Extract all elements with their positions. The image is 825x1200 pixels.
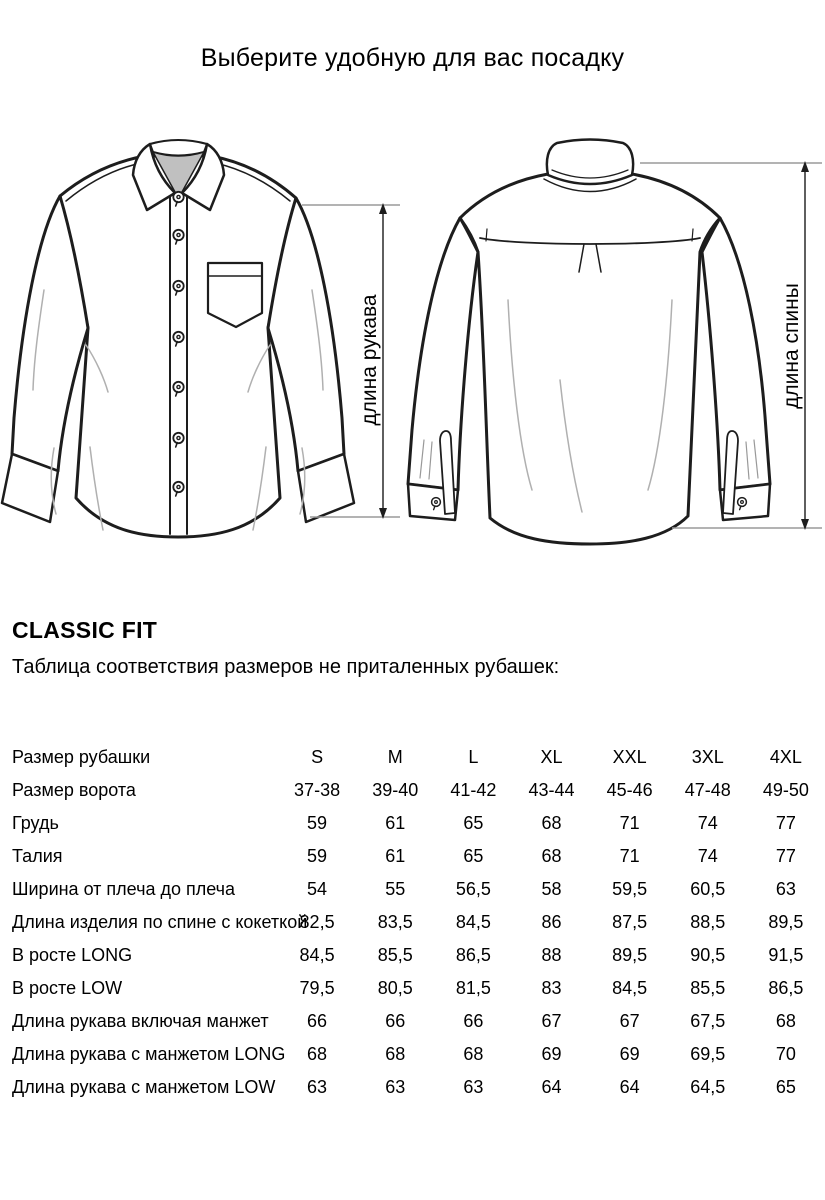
row-label: Размер ворота bbox=[12, 780, 136, 800]
cell-value: 77 bbox=[775, 813, 796, 833]
cell-value: 45-46 bbox=[606, 780, 653, 800]
cell-value: 63 bbox=[307, 1077, 328, 1097]
cell-value: 86 bbox=[541, 912, 562, 932]
cell-value: 65 bbox=[775, 1077, 796, 1097]
size-col-header: XXL bbox=[612, 747, 647, 767]
cell-value: 41-42 bbox=[450, 780, 497, 800]
row-label: Длина рукава с манжетом LOW bbox=[12, 1077, 276, 1097]
cell-value: 86,5 bbox=[768, 978, 804, 998]
cell-value: 68 bbox=[307, 1044, 328, 1064]
size-col-header: 4XL bbox=[769, 747, 802, 767]
cell-value: 68 bbox=[775, 1011, 796, 1031]
row-label: Длина рукава включая манжет bbox=[12, 1011, 269, 1031]
cell-value: 58 bbox=[541, 879, 562, 899]
row-label: Грудь bbox=[12, 813, 59, 833]
cell-value: 89,5 bbox=[612, 945, 648, 965]
cell-value: 71 bbox=[619, 813, 640, 833]
cell-value: 88 bbox=[541, 945, 562, 965]
row-label: Длина рукава с манжетом LONG bbox=[12, 1044, 286, 1064]
back-length-label: длина спины bbox=[780, 283, 803, 409]
cell-value: 84,5 bbox=[612, 978, 648, 998]
cell-value: 64 bbox=[541, 1077, 562, 1097]
table-subtitle: Таблица соответствия размеров не приталенных рубашек: bbox=[12, 656, 560, 678]
back-shirt-drawing bbox=[408, 140, 770, 545]
row-label: Ширина от плеча до плеча bbox=[12, 879, 236, 899]
size-col-header: S bbox=[311, 747, 324, 767]
size-col-header: XL bbox=[540, 747, 563, 767]
cell-value: 63 bbox=[463, 1077, 484, 1097]
cell-value: 81,5 bbox=[455, 978, 491, 998]
table-row bbox=[0, 972, 825, 1005]
table-header-row bbox=[0, 741, 825, 774]
cell-value: 70 bbox=[775, 1044, 796, 1064]
cell-value: 83 bbox=[541, 978, 562, 998]
cell-value: 86,5 bbox=[455, 945, 491, 965]
cell-value: 63 bbox=[775, 879, 796, 899]
cell-value: 68 bbox=[541, 846, 562, 866]
sleeve-length-label: длина рукава bbox=[358, 294, 381, 426]
table-row bbox=[0, 1071, 825, 1104]
size-col-header: L bbox=[468, 747, 479, 767]
cell-value: 67 bbox=[541, 1011, 562, 1031]
table-row bbox=[0, 939, 825, 972]
row-label: Талия bbox=[12, 846, 63, 866]
cell-value: 60,5 bbox=[690, 879, 726, 899]
cell-value: 69,5 bbox=[690, 1044, 726, 1064]
cell-value: 66 bbox=[463, 1011, 484, 1031]
row-label: В росте LOW bbox=[12, 978, 123, 998]
cell-value: 43-44 bbox=[528, 780, 575, 800]
cell-value: 68 bbox=[541, 813, 562, 833]
cell-value: 69 bbox=[541, 1044, 562, 1064]
cell-value: 68 bbox=[463, 1044, 484, 1064]
table-row bbox=[0, 807, 825, 840]
cell-value: 69 bbox=[619, 1044, 640, 1064]
row-label: Длина изделия по спине с кокеткой bbox=[12, 912, 308, 932]
cell-value: 54 bbox=[307, 879, 328, 899]
cell-value: 64 bbox=[619, 1077, 640, 1097]
front-body bbox=[60, 156, 296, 537]
cell-value: 85,5 bbox=[690, 978, 726, 998]
cell-value: 66 bbox=[385, 1011, 406, 1031]
cell-value: 89,5 bbox=[768, 912, 804, 932]
cell-value: 61 bbox=[385, 813, 406, 833]
table-row bbox=[0, 1038, 825, 1071]
cell-value: 66 bbox=[307, 1011, 328, 1031]
cell-value: 56,5 bbox=[455, 879, 491, 899]
page-title: Выберите удобную для вас посадку bbox=[200, 44, 625, 72]
cell-value: 80,5 bbox=[377, 978, 413, 998]
table-row bbox=[0, 1005, 825, 1038]
cell-value: 74 bbox=[697, 813, 718, 833]
cell-value: 59,5 bbox=[612, 879, 648, 899]
cell-value: 55 bbox=[385, 879, 406, 899]
cell-value: 71 bbox=[619, 846, 640, 866]
cell-value: 82,5 bbox=[299, 912, 335, 932]
classic-fit-heading: CLASSIC FIT bbox=[12, 617, 158, 643]
cell-value: 61 bbox=[385, 846, 406, 866]
cell-value: 59 bbox=[307, 813, 328, 833]
cell-value: 84,5 bbox=[299, 945, 335, 965]
cell-value: 65 bbox=[463, 846, 484, 866]
table-row bbox=[0, 906, 825, 939]
shirts-diagram bbox=[0, 130, 825, 570]
cell-value: 79,5 bbox=[299, 978, 335, 998]
size-col-header: M bbox=[387, 747, 403, 767]
cell-value: 83,5 bbox=[377, 912, 413, 932]
cell-value: 84,5 bbox=[455, 912, 491, 932]
row-label: В росте LONG bbox=[12, 945, 133, 965]
cell-value: 47-48 bbox=[684, 780, 731, 800]
chest-pocket bbox=[208, 263, 262, 327]
cell-value: 59 bbox=[307, 846, 328, 866]
cell-value: 90,5 bbox=[690, 945, 726, 965]
table-row bbox=[0, 774, 825, 807]
cell-value: 65 bbox=[463, 813, 484, 833]
front-shirt-drawing bbox=[2, 140, 354, 537]
cell-value: 64,5 bbox=[690, 1077, 726, 1097]
row-label-header: Размер рубашки bbox=[12, 747, 151, 767]
cell-value: 77 bbox=[775, 846, 796, 866]
cell-value: 91,5 bbox=[768, 945, 804, 965]
cell-value: 67,5 bbox=[690, 1011, 726, 1031]
cell-value: 39-40 bbox=[372, 780, 419, 800]
table-row bbox=[0, 840, 825, 873]
cell-value: 49-50 bbox=[762, 780, 809, 800]
cell-value: 63 bbox=[385, 1077, 406, 1097]
cell-value: 74 bbox=[697, 846, 718, 866]
cell-value: 88,5 bbox=[690, 912, 726, 932]
table-row bbox=[0, 873, 825, 906]
size-table-body bbox=[0, 774, 825, 1104]
cell-value: 87,5 bbox=[612, 912, 648, 932]
cell-value: 67 bbox=[619, 1011, 640, 1031]
cell-value: 37-38 bbox=[294, 780, 341, 800]
size-col-header: 3XL bbox=[691, 747, 724, 767]
cell-value: 85,5 bbox=[377, 945, 413, 965]
cell-value: 68 bbox=[385, 1044, 406, 1064]
back-body bbox=[460, 174, 720, 544]
size-table bbox=[0, 741, 825, 1104]
